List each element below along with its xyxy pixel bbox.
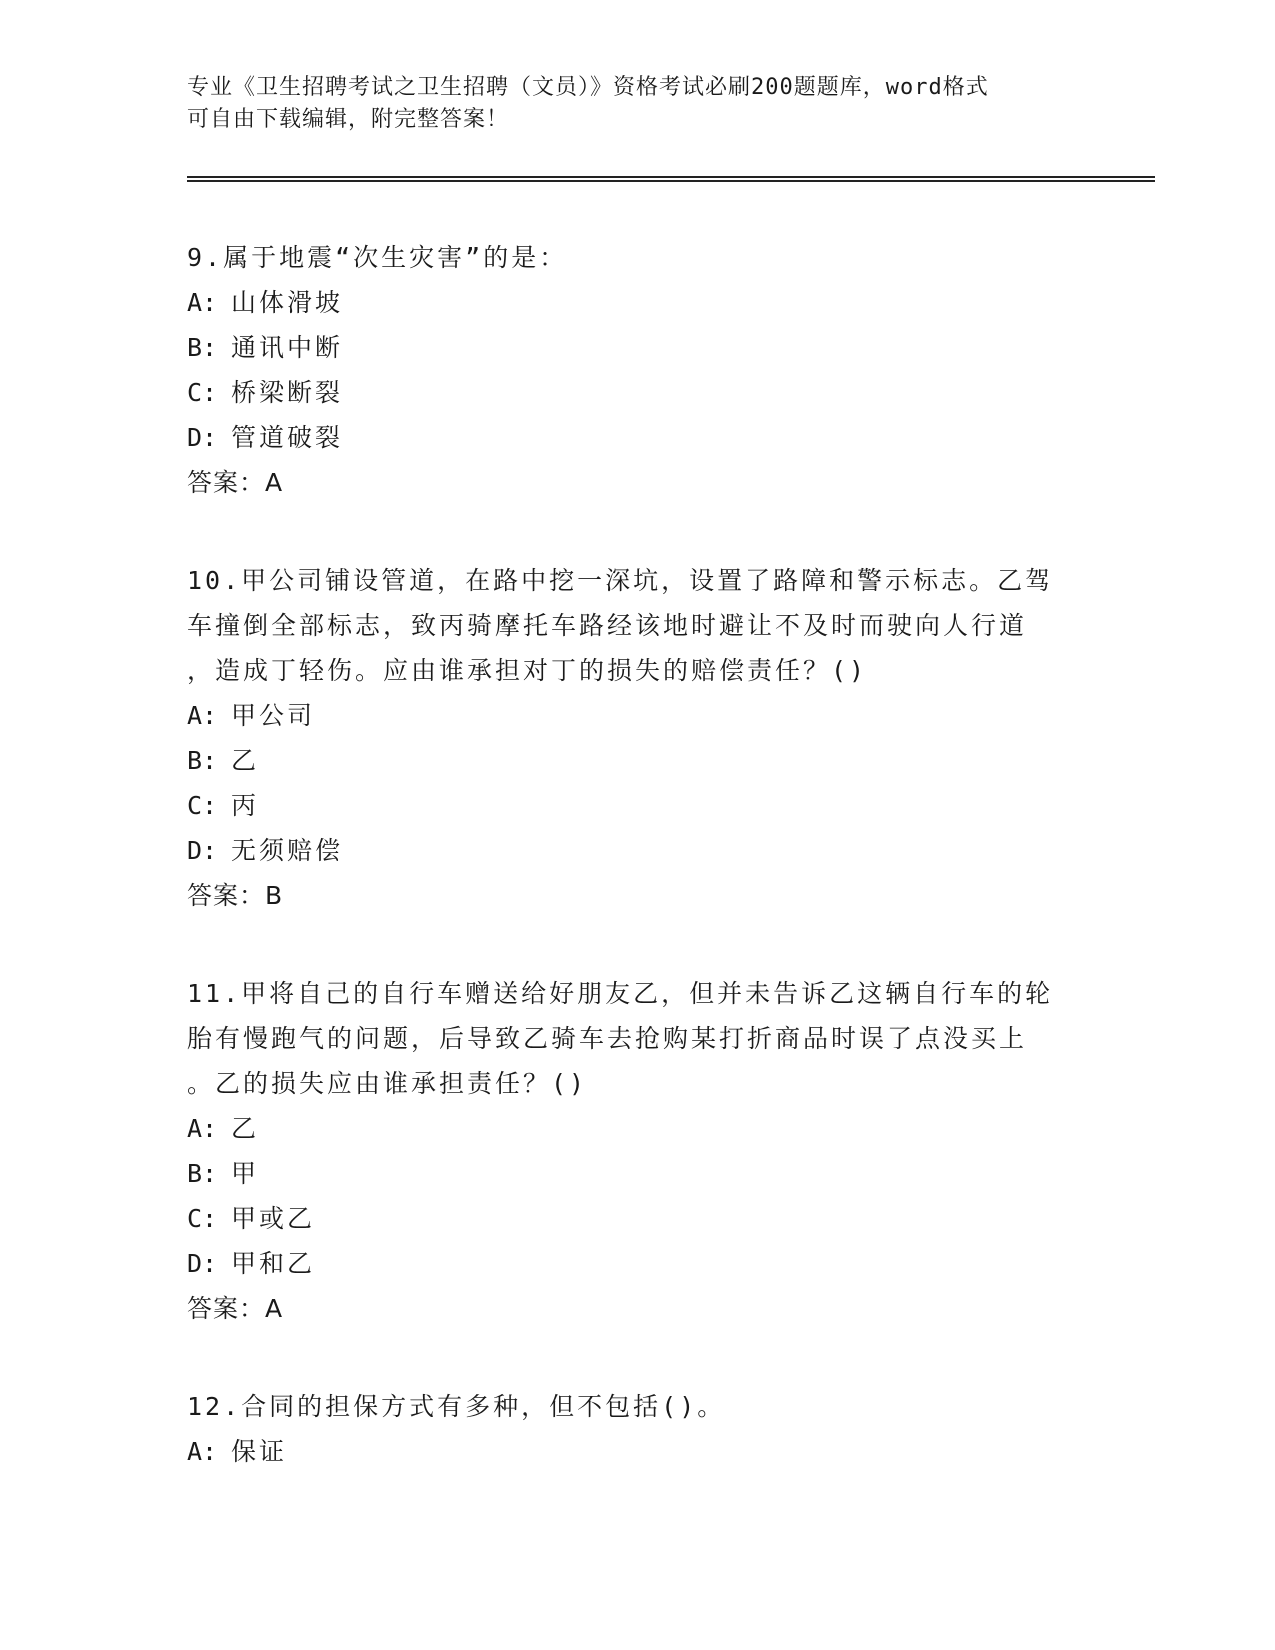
option-letter: B: [187, 1159, 218, 1188]
option-a [187, 1429, 1087, 1474]
option-d [187, 828, 1087, 873]
option-text: 保证 [231, 1437, 288, 1466]
option-letter: A: [187, 701, 218, 730]
question-9 [187, 235, 1087, 505]
option-letter: C: [187, 1204, 218, 1233]
option-b [187, 738, 1087, 783]
option-text: 甲公司 [231, 701, 316, 730]
header-line-2: 可自由下载编辑，附完整答案！ [187, 107, 510, 132]
option-letter: A: [187, 1437, 218, 1466]
question-12 [187, 1384, 1087, 1474]
option-text: 甲或乙 [231, 1204, 316, 1233]
option-text: 甲 [231, 1159, 260, 1188]
option-letter: D: [187, 423, 218, 452]
option-text: 桥梁断裂 [231, 378, 344, 407]
option-a [187, 693, 1087, 738]
question-11 [187, 971, 1087, 1331]
option-letter: B: [187, 746, 218, 775]
question-stem-line: 10.甲公司铺设管道，在路中挖一深坑，设置了路障和警示标志。乙驾 [187, 566, 1054, 595]
option-letter: C: [187, 378, 218, 407]
option-text: 丙 [231, 791, 260, 820]
option-letter: C: [187, 791, 218, 820]
option-d [187, 1241, 1087, 1286]
document-header [187, 72, 1077, 136]
question-stem-line: 。乙的损失应由谁承担责任？() [187, 1069, 588, 1098]
question-list [187, 235, 1087, 1527]
option-c [187, 1196, 1087, 1241]
question-stem-line: 胎有慢跑气的问题，后导致乙骑车去抢购某打折商品时误了点没买上 [187, 1024, 1028, 1053]
option-c [187, 783, 1087, 828]
option-letter: B: [187, 333, 218, 362]
option-b [187, 325, 1087, 370]
question-stem-line: 车撞倒全部标志，致丙骑摩托车路经该地时避让不及时而驶向人行道 [187, 611, 1028, 640]
option-letter: D: [187, 1249, 218, 1278]
option-a [187, 280, 1087, 325]
question-stem [187, 971, 1087, 1106]
option-text: 无须赔偿 [231, 836, 344, 865]
option-a [187, 1106, 1087, 1151]
answer-line: 答案：A [187, 1294, 284, 1323]
option-text: 甲和乙 [231, 1249, 316, 1278]
option-c [187, 370, 1087, 415]
option-text: 管道破裂 [231, 423, 344, 452]
option-b [187, 1151, 1087, 1196]
header-divider [187, 176, 1155, 182]
option-text: 乙 [231, 746, 260, 775]
option-d [187, 415, 1087, 460]
question-stem-line: 11.甲将自己的自行车赠送给好朋友乙，但并未告诉乙这辆自行车的轮 [187, 979, 1054, 1008]
question-stem-line: ，造成丁轻伤。应由谁承担对丁的损失的赔偿责任？() [187, 656, 868, 685]
answer-line: 答案：B [187, 881, 284, 910]
question-stem [187, 558, 1087, 693]
option-letter: A: [187, 1114, 218, 1143]
option-letter: D: [187, 836, 218, 865]
question-stem: 9.属于地震“次生灾害”的是： [187, 243, 568, 272]
question-stem: 12.合同的担保方式有多种，但不包括()。 [187, 1392, 726, 1421]
answer-line: 答案：A [187, 468, 284, 497]
option-letter: A: [187, 288, 218, 317]
question-10 [187, 558, 1087, 918]
option-text: 通讯中断 [231, 333, 344, 362]
option-text: 山体滑坡 [231, 288, 344, 317]
option-text: 乙 [231, 1114, 260, 1143]
header-line-1: 专业《卫生招聘考试之卫生招聘（文员）》资格考试必刷200题题库，word格式 [187, 75, 989, 100]
